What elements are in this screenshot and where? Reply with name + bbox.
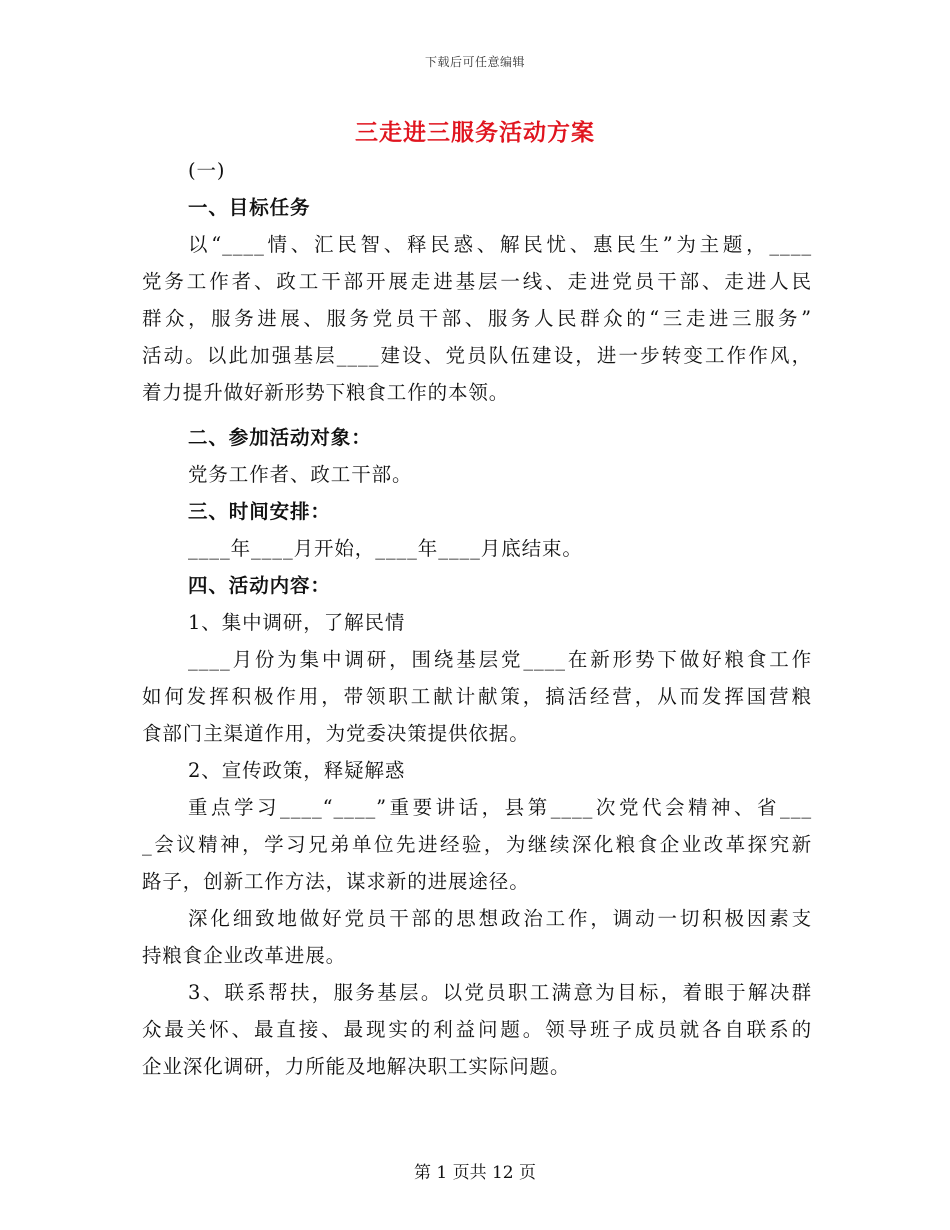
body-line: 1、集中调研，了解民情: [188, 611, 406, 634]
body-line: 重点学习____“____”重要讲话，县第____次党代会精神、省___: [188, 796, 812, 819]
body-line: 食部门主渠道作用，为党委决策提供依据。: [142, 722, 530, 745]
body-line: 党务工作者、政工干部开展走进基层一线、走进党员干部、走进人民: [142, 270, 812, 293]
body-line: 群众，服务进展、服务党员干部、服务人民群众的“三走进三服务”: [142, 307, 812, 330]
body-line: _会议精神，学习兄弟单位先进经验，为继续深化粮食企业改革探究新: [142, 833, 812, 856]
body-line: 如何发挥积极作用，带领职工献计献策，搞活经营，从而发挥国营粮: [142, 685, 812, 708]
body-line: 深化细致地做好党员干部的思想政治工作，调动一切积极因素支: [188, 907, 812, 930]
section-heading: 一、目标任务: [188, 196, 311, 219]
body-line: 活动。以此加强基层____建设、党员队伍建设，进一步转变工作作风，: [142, 344, 812, 367]
paragraph-gap: [142, 411, 812, 419]
body-line: 以“____情、汇民智、释民惑、解民忧、惠民生”为主题，____: [188, 233, 812, 256]
body-line: 着力提升做好新形势下粮食工作的本领。: [142, 381, 510, 404]
page-footer-number: 第 1 页共 12 页: [413, 1163, 537, 1183]
section-heading: 四、活动内容：: [188, 574, 331, 597]
page-header-note: 下载后可任意编辑: [424, 55, 525, 69]
body-line: 众最关怀、最直接、最现实的利益问题。领导班子成员就各自联系的: [142, 1018, 812, 1041]
section-heading: 三、时间安排：: [188, 500, 331, 523]
body-line: 路子，创新工作方法，谋求新的进展途径。: [142, 870, 530, 893]
body-line: 持粮食企业改革进展。: [142, 944, 347, 967]
document-title: 三走进三服务活动方案: [355, 119, 595, 146]
body-line: ____月份为集中调研，围绕基层党____在新形势下做好粮食工作: [188, 648, 812, 671]
body-line: ____年____月开始，____年____月底结束。: [188, 537, 583, 560]
body-line: (一): [188, 159, 226, 182]
body-line: 党务工作者、政工干部。: [188, 463, 413, 486]
section-heading: 二、参加活动对象：: [188, 426, 372, 449]
document-body: [142, 152, 812, 1085]
body-line: 企业深化调研，力所能及地解决职工实际问题。: [142, 1055, 571, 1078]
body-line: 2、宣传政策，释疑解惑: [188, 759, 406, 782]
body-line: 3、联系帮扶，服务基层。以党员职工满意为目标，着眼于解决群: [188, 981, 812, 1004]
